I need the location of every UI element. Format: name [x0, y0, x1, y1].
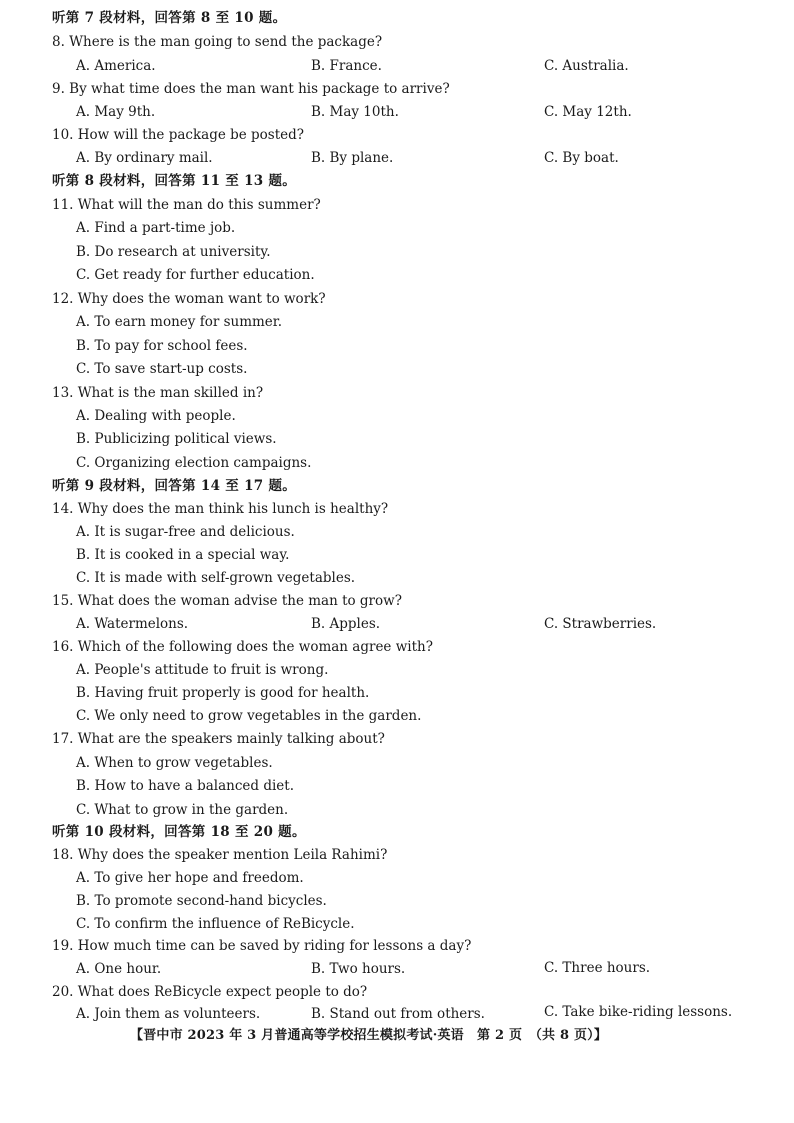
question-8-option-a: A. America. — [76, 58, 156, 74]
question-11-option-b: B. Do research at university. — [76, 244, 271, 260]
question-11-option-c: C. Get ready for further education. — [76, 267, 315, 283]
question-20-stem: 20. What does ReBicycle expect people to do? — [52, 984, 368, 1000]
question-18-option-b: B. To promote second-hand bicycles. — [76, 893, 327, 909]
question-19-option-c: C. Three hours. — [544, 960, 651, 976]
question-20-option-c: C. Take bike-riding lessons. — [544, 1004, 733, 1020]
question-10-option-a: A. By ordinary mail. — [76, 150, 213, 166]
question-13-stem: 13. What is the man skilled in? — [52, 385, 264, 401]
question-17-option-a: A. When to grow vegetables. — [76, 755, 273, 771]
question-15-stem: 15. What does the woman advise the man to grow? — [52, 593, 402, 609]
question-14-option-b: B. It is cooked in a special way. — [76, 547, 290, 563]
question-11-option-a: A. Find a part-time job. — [76, 220, 236, 236]
question-8-stem: 8. Where is the man going to send the package? — [52, 34, 383, 50]
question-15-option-b: B. Apples. — [311, 616, 381, 632]
section-8-heading: 听第 8 段材料，回答第 11 至 13 题。 — [52, 173, 297, 189]
question-8-option-c: C. Australia. — [544, 58, 629, 74]
question-10-option-b: B. By plane. — [311, 150, 394, 166]
question-15-option-a: A. Watermelons. — [76, 616, 189, 632]
question-16-option-a: A. People's attitude to fruit is wrong. — [76, 662, 329, 678]
question-12-option-c: C. To save start-up costs. — [76, 361, 248, 377]
question-16-option-b: B. Having fruit properly is good for health. — [76, 685, 370, 701]
question-9-option-a: A. May 9th. — [76, 104, 156, 120]
question-12-option-a: A. To earn money for summer. — [76, 314, 283, 330]
question-13-option-b: B. Publicizing political views. — [76, 431, 277, 447]
question-19-option-b: B. Two hours. — [311, 961, 406, 977]
question-9-option-b: B. May 10th. — [311, 104, 399, 120]
question-9-option-c: C. May 12th. — [544, 104, 632, 120]
page-footer: 【晋中市 2023 年 3 月普通高等学校招生模拟考试·英语 第 2 页 （共 8 页）】 — [130, 1028, 608, 1043]
section-9-heading: 听第 9 段材料，回答第 14 至 17 题。 — [52, 478, 297, 494]
question-18-option-c: C. To confirm the influence of ReBicycle. — [76, 916, 355, 932]
question-12-stem: 12. Why does the woman want to work? — [52, 291, 326, 307]
question-14-option-c: C. It is made with self-grown vegetables. — [76, 570, 356, 586]
question-10-stem: 10. How will the package be posted? — [52, 127, 305, 143]
question-18-stem: 18. Why does the speaker mention Leila Rahimi? — [52, 847, 388, 863]
question-20-option-b: B. Stand out from others. — [311, 1006, 485, 1022]
question-13-option-a: A. Dealing with people. — [76, 408, 236, 424]
question-10-option-c: C. By boat. — [544, 150, 619, 166]
question-15-option-c: C. Strawberries. — [544, 616, 657, 632]
question-17-option-c: C. What to grow in the garden. — [76, 802, 289, 818]
section-7-heading: 听第 7 段材料，回答第 8 至 10 题。 — [52, 10, 287, 26]
question-16-option-c: C. We only need to grow vegetables in the garden. — [76, 708, 422, 724]
question-12-option-b: B. To pay for school fees. — [76, 338, 248, 354]
question-20-option-a: A. Join them as volunteers. — [76, 1006, 261, 1022]
question-11-stem: 11. What will the man do this summer? — [52, 197, 321, 213]
question-18-option-a: A. To give her hope and freedom. — [76, 870, 304, 886]
question-19-option-a: A. One hour. — [76, 961, 162, 977]
question-14-stem: 14. Why does the man think his lunch is healthy? — [52, 501, 389, 517]
question-17-stem: 17. What are the speakers mainly talking about? — [52, 731, 385, 747]
section-10-heading: 听第 10 段材料，回答第 18 至 20 题。 — [52, 824, 306, 840]
question-17-option-b: B. How to have a balanced diet. — [76, 778, 294, 794]
question-14-option-a: A. It is sugar-free and delicious. — [76, 524, 295, 540]
question-8-option-b: B. France. — [311, 58, 382, 74]
question-19-stem: 19. How much time can be saved by riding for lessons a day? — [52, 938, 472, 954]
question-9-stem: 9. By what time does the man want his package to arrive? — [52, 81, 450, 97]
question-16-stem: 16. Which of the following does the woman agree with? — [52, 639, 433, 655]
question-13-option-c: C. Organizing election campaigns. — [76, 455, 312, 471]
